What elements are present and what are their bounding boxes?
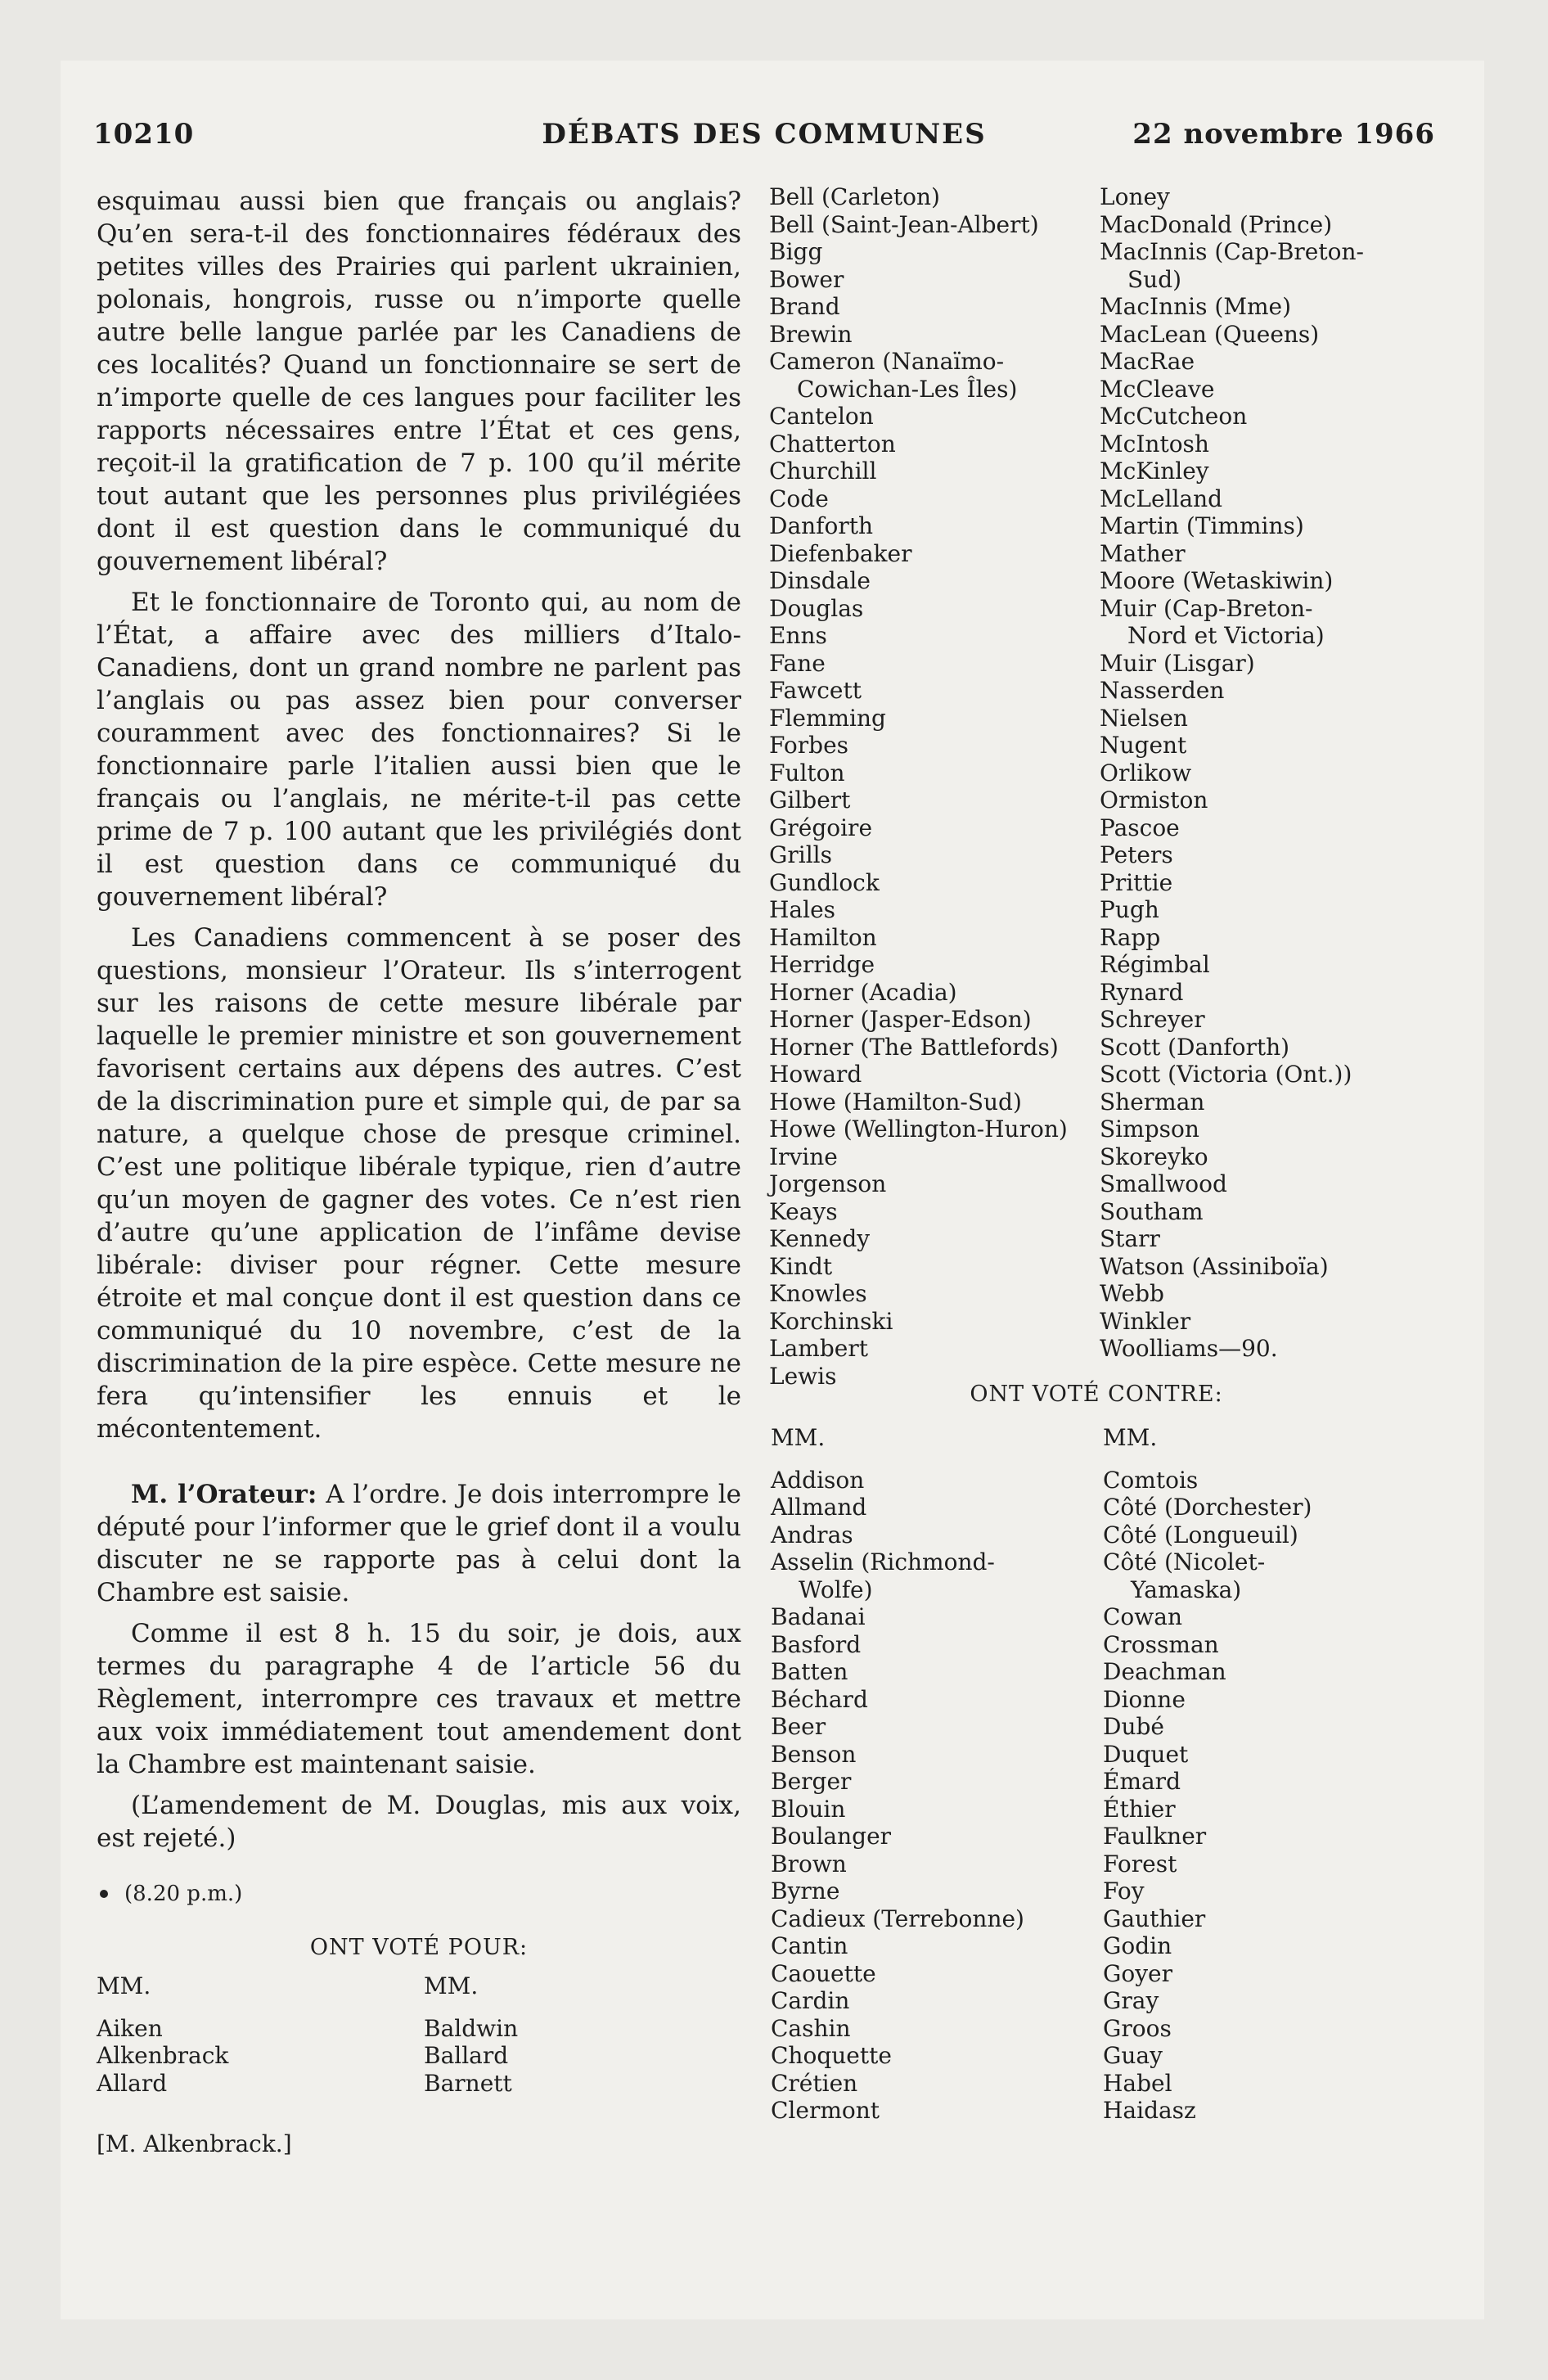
member-name: Muir (Cap-Breton-	[1100, 594, 1313, 622]
running-title: DÉBATS DES COMMUNES	[542, 118, 987, 151]
member-name: Enns	[769, 622, 827, 649]
member-name: Scott (Victoria (Ont.))	[1100, 1061, 1352, 1088]
mm-label: MM.	[771, 1424, 826, 1451]
member-name: Bigg	[769, 238, 823, 265]
member-name: Berger	[771, 1768, 852, 1795]
member-name: Howe (Hamilton-Sud)	[769, 1088, 1022, 1116]
speaker-paragraph	[97, 1478, 741, 1609]
member-name: Gauthier	[1103, 1904, 1206, 1932]
member-name: Cashin	[771, 2014, 851, 2042]
mm-label: MM.	[97, 1972, 151, 1999]
member-name: Hales	[769, 896, 836, 923]
member-name: Addison	[771, 1466, 865, 1494]
member-name: Régimbal	[1100, 951, 1210, 978]
member-name: McCleave	[1100, 375, 1215, 403]
member-name: Lewis	[769, 1362, 837, 1390]
member-name: Schreyer	[1100, 1006, 1205, 1033]
member-name: MacLean (Queens)	[1100, 320, 1320, 348]
member-name: Brewin	[769, 320, 853, 348]
member-name: Kindt	[769, 1252, 833, 1280]
paragraph: Les Canadiens commencent à se poser des questions, monsieur l’Orateur. Ils s’interrogent sur les raisons de cette mesure libérale par laquelle le premier ministre et son gouvernement favorisent certains aux dépens des autres. C’est de la discrimination pure et simple qui, de par sa nature, a quelque chose de presque criminel. C’est une politique libérale typique, rien d’autre qu’un moyen de gagner des votes. Ce n’est rien d’autre qu’une application de l’infâme devise libérale: diviser pour régner. Cette mesure étroite et mal conçue dont il est question dans ce communiqué du 10 novembre, c’est de la discrimination de la pire espèce. Cette mesure ne fera qu’intensifier les ennuis et le mécontentement.	[97, 923, 741, 1444]
member-name: Dionne	[1103, 1685, 1186, 1713]
member-name: Nugent	[1100, 732, 1187, 759]
member-name: Grills	[769, 841, 832, 868]
member-name: Cardin	[771, 1987, 850, 2014]
names-column	[97, 1972, 228, 2097]
member-name: Andras	[771, 1521, 853, 1548]
member-name: Orlikow	[1100, 759, 1192, 787]
names-list	[1103, 1467, 1463, 2125]
member-name: Lambert	[769, 1335, 868, 1362]
vote-for-column-1	[769, 183, 1096, 1390]
member-name: Goyer	[1103, 1959, 1172, 1987]
page-header	[93, 118, 1435, 159]
member-name: Nord et Victoria)	[1127, 622, 1325, 649]
vote-against-column-1	[771, 1424, 1098, 2125]
member-name: Peters	[1100, 841, 1173, 868]
member-name: Crossman	[1103, 1630, 1219, 1658]
member-name: Jorgenson	[769, 1170, 887, 1197]
member-name: MacDonald (Prince)	[1100, 210, 1333, 238]
member-name: Cowichan-Les Îles)	[797, 375, 1018, 403]
paragraph: Comme il est 8 h. 15 du soir, je dois, aux termes du paragraphe 4 de l’article 56 du Règlement, interrompre ces travaux et mettre aux voix immédiatement tout amendement dont la Chambre est maintenant saisie.	[97, 1619, 741, 1779]
member-name: Forbes	[769, 732, 849, 759]
member-name: Badanai	[771, 1603, 866, 1630]
member-name: Groos	[1103, 2014, 1172, 2042]
member-name: Irvine	[769, 1143, 838, 1170]
member-name: Beer	[771, 1713, 826, 1740]
vote-against-column-2	[1103, 1424, 1463, 2125]
member-name: Dinsdale	[769, 567, 871, 594]
member-name: Nielsen	[1100, 704, 1188, 732]
names-column	[424, 1972, 518, 2097]
time-text: (8.20 p.m.)	[124, 1882, 243, 1906]
member-name: Simpson	[1100, 1116, 1199, 1143]
member-name: Bell (Saint-Jean-Albert)	[769, 210, 1039, 238]
member-name: Gundlock	[769, 868, 880, 896]
member-name: Comtois	[1103, 1466, 1199, 1494]
member-name: Bell (Carleton)	[769, 183, 940, 210]
member-name: Horner (The Battlefords)	[769, 1033, 1059, 1061]
member-name: Howe (Wellington-Huron)	[769, 1116, 1068, 1143]
member-name: Cantin	[771, 1932, 848, 1959]
member-name: Brand	[769, 293, 840, 320]
speaker-text: A l’ordre. Je dois interrompre le député pour l’informer que le grief dont il a voulu discuter ne se rapporte pas à celui dont la Chambre est saisie.	[97, 1480, 741, 1607]
member-name: Horner (Jasper-Edson)	[769, 1006, 1032, 1033]
member-name: Muir (Lisgar)	[1100, 649, 1255, 677]
member-name: Horner (Acadia)	[769, 978, 957, 1006]
member-name: Boulanger	[771, 1823, 892, 1850]
member-name: Smallwood	[1100, 1170, 1227, 1197]
member-name: Asselin (Richmond-	[771, 1548, 995, 1575]
member-name: Côté (Longueuil)	[1103, 1521, 1298, 1548]
member-name: Kennedy	[769, 1225, 871, 1252]
member-name: Émard	[1103, 1768, 1181, 1795]
names-list	[424, 2015, 518, 2098]
member-name: Bower	[769, 265, 844, 293]
mm-label: MM.	[1103, 1424, 1158, 1451]
member-name: Danforth	[769, 512, 874, 539]
member-name: Churchill	[769, 458, 877, 485]
member-name: Pugh	[1100, 896, 1159, 923]
member-name: Allmand	[771, 1494, 867, 1521]
member-name: Dubé	[1103, 1713, 1164, 1740]
vote-for-column-2	[1100, 183, 1468, 1363]
time-stamp	[97, 1877, 741, 1910]
member-name: Southam	[1100, 1197, 1204, 1225]
member-name: Clermont	[771, 2097, 880, 2124]
left-column	[97, 185, 741, 2161]
member-name: Faulkner	[1103, 1823, 1207, 1850]
member-name: Godin	[1103, 1932, 1172, 1959]
member-name: Choquette	[771, 2042, 892, 2069]
bullet-icon	[100, 1890, 108, 1898]
member-name: Loney	[1100, 183, 1170, 210]
member-name: Prittie	[1100, 868, 1173, 896]
member-name: Korchinski	[769, 1307, 893, 1335]
member-name: Pascoe	[1100, 814, 1180, 841]
member-name: Martin (Timmins)	[1100, 512, 1304, 539]
member-name: Côté (Nicolet-	[1103, 1548, 1266, 1575]
member-name: Diefenbaker	[769, 539, 912, 567]
member-name: Rapp	[1100, 923, 1161, 951]
paragraph: (L’amendement de M. Douglas, mis aux voix, est rejeté.)	[97, 1791, 741, 1853]
member-name: Sherman	[1100, 1088, 1205, 1116]
member-name: Webb	[1100, 1280, 1164, 1307]
member-name: Winkler	[1100, 1307, 1191, 1335]
member-name: Rynard	[1100, 978, 1184, 1006]
member-name: Barnett	[424, 2069, 512, 2097]
member-name: Habel	[1103, 2069, 1172, 2097]
member-name: Flemming	[769, 704, 886, 732]
member-name: Batten	[771, 1658, 848, 1685]
names-list	[97, 2015, 228, 2098]
member-name: Grégoire	[769, 814, 873, 841]
member-name: Fane	[769, 649, 826, 677]
names-list	[771, 1467, 1098, 2125]
vote-for-left-names	[97, 1972, 741, 2120]
member-name: Deachman	[1103, 1658, 1226, 1685]
member-name: Forest	[1103, 1850, 1177, 1877]
member-name: Hamilton	[769, 923, 877, 951]
member-name: Cowan	[1103, 1603, 1182, 1630]
member-name: Cantelon	[769, 403, 874, 430]
member-name: McCutcheon	[1100, 403, 1248, 430]
member-name: Benson	[771, 1740, 857, 1768]
member-name: MacInnis (Cap-Breton-	[1100, 238, 1364, 265]
member-name: Basford	[771, 1630, 862, 1658]
member-name: Chatterton	[769, 430, 896, 458]
member-name: Nasserden	[1100, 677, 1225, 704]
member-name: McIntosh	[1100, 430, 1209, 458]
paragraph: Et le fonctionnaire de Toronto qui, au nom de l’État, a affaire avec des milliers d’Italo-Canadiens, dont un grand nombre ne parlent pas l’anglais ou pas assez bien pour converser couramment avec des fonctionnaires? Si le fonctionnaire parle l’italien aussi bien que le français ou l’anglais, ne mérite-t-il pas cette prime de 7 p. 100 autant que les privilégiés dont il est question dans ce communiqué du gouvernement libéral?	[97, 588, 741, 912]
vote-against-heading: ONT VOTÉ CONTRE:	[970, 1382, 1223, 1407]
member-name: MacInnis (Mme)	[1100, 293, 1292, 320]
member-name: Keays	[769, 1197, 838, 1225]
member-name: Mather	[1100, 539, 1186, 567]
member-name: Yamaska)	[1131, 1575, 1242, 1603]
member-name: Gilbert	[769, 787, 851, 814]
mm-label: MM.	[424, 1972, 479, 1999]
member-name: Allard	[97, 2069, 168, 2097]
member-name: Cadieux (Terrebonne)	[771, 1904, 1024, 1932]
member-name: Gray	[1103, 1987, 1159, 2014]
member-name: Code	[769, 485, 829, 512]
member-name: Haidasz	[1103, 2097, 1196, 2124]
member-name: Howard	[769, 1061, 862, 1088]
member-name: Wolfe)	[799, 1575, 873, 1603]
member-name: Herridge	[769, 951, 875, 978]
member-name: Aiken	[97, 2014, 163, 2042]
member-name: Foy	[1103, 1877, 1145, 1904]
member-name: Moore (Wetaskiwin)	[1100, 567, 1334, 594]
member-name: Ormiston	[1100, 787, 1208, 814]
member-name: Côté (Dorchester)	[1103, 1494, 1312, 1521]
member-name: Skoreyko	[1100, 1143, 1208, 1170]
member-name: Douglas	[769, 594, 864, 622]
member-name: Byrne	[771, 1877, 840, 1904]
member-name: Cameron (Nanaïmo-	[769, 348, 1005, 375]
member-name: MacRae	[1100, 348, 1195, 375]
member-name: Guay	[1103, 2042, 1163, 2069]
member-name: Baldwin	[424, 2014, 519, 2042]
member-name: Blouin	[771, 1795, 846, 1823]
member-name: Éthier	[1103, 1795, 1176, 1823]
page-number: 10210	[93, 118, 195, 151]
page-date: 22 novembre 1966	[1132, 118, 1435, 151]
member-name: McKinley	[1100, 458, 1209, 485]
member-name: Ballard	[424, 2042, 509, 2069]
member-name: Brown	[771, 1850, 847, 1877]
member-name: Watson (Assiniboïa)	[1100, 1252, 1329, 1280]
member-name: Crétien	[771, 2069, 858, 2097]
member-name: Caouette	[771, 1959, 876, 1987]
speaker-signature: [M. Alkenbrack.]	[97, 2130, 292, 2157]
member-name: Béchard	[771, 1685, 868, 1713]
vote-for-heading: ONT VOTÉ POUR:	[309, 1935, 529, 1960]
paragraph: esquimau aussi bien que français ou anglais? Qu’en sera-t-il des fonctionnaires fédéraux des petites villes des Prairies qui parlent ukrainien, polonais, hongrois, russe ou n’importe quelle autre belle langue parlée par les Canadiens de ces localités? Quand un fonctionnaire se sert de n’importe quelle de ces langues pour faciliter les rapports nécessaires entre l’État et ces gens, reçoit-il la gratification de 7 p. 100 qu’il mérite tout autant que les personnes plus privilégiées dont il est question dans le communiqué du gouvernement libéral?	[97, 187, 741, 576]
member-name: Fawcett	[769, 677, 862, 704]
member-name: Knowles	[769, 1280, 867, 1307]
member-name: Duquet	[1103, 1740, 1189, 1768]
member-name: Fulton	[769, 759, 845, 787]
member-name: McLelland	[1100, 485, 1223, 512]
speaker-name: M. l’Orateur:	[131, 1480, 317, 1509]
member-name: Alkenbrack	[97, 2042, 229, 2069]
member-name: Sud)	[1127, 265, 1182, 293]
member-name: Scott (Danforth)	[1100, 1033, 1290, 1061]
member-name: Starr	[1100, 1225, 1160, 1252]
member-name: Woolliams—90.	[1100, 1335, 1278, 1362]
